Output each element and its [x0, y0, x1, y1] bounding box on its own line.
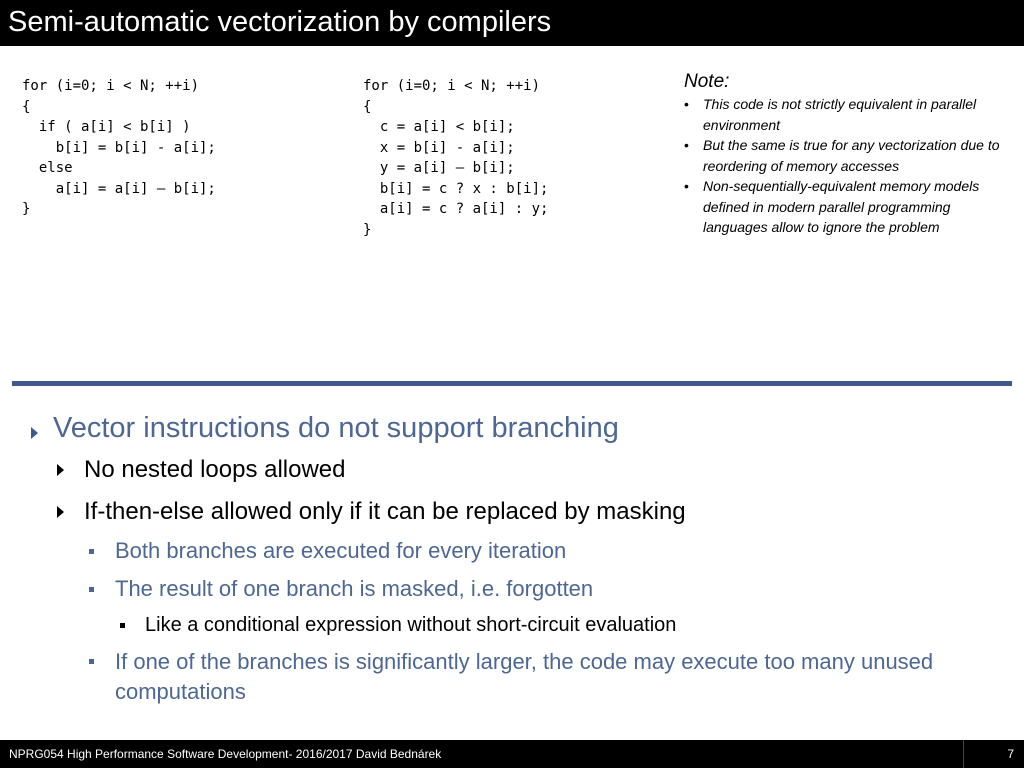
note-item-text: Non-sequentially-equivalent memory models defined in modern parallel programming languages allow to ignore the problem	[703, 178, 980, 235]
title-bar	[0, 0, 1024, 46]
page-number: 7	[1007, 747, 1014, 761]
code-line: y = a[i] – b[i];	[363, 160, 515, 176]
code-block-branching	[22, 76, 216, 220]
code-line: {	[363, 98, 372, 115]
code-line: {	[22, 98, 31, 115]
bullet-icon: •	[684, 178, 689, 194]
square-bullet-icon	[89, 587, 94, 592]
bullet-icon: •	[684, 96, 689, 112]
footer-text: NPRG054 High Performance Software Development- 2016/2017 David Bednárek	[9, 747, 442, 761]
section-divider	[12, 381, 1012, 386]
code-line: }	[363, 221, 372, 238]
square-bullet-icon	[89, 659, 94, 664]
note-box	[684, 70, 1004, 238]
note-item	[684, 94, 1004, 135]
bullet-level1: Vector instructions do not support branching	[53, 412, 619, 444]
code-line: c = a[i] < b[i];	[363, 119, 515, 135]
bullet-level4: Like a conditional expression without short-circuit evaluation	[145, 614, 677, 636]
code-line: a[i] = c ? a[i] : y;	[363, 201, 549, 217]
code-line: a[i] = a[i] – b[i];	[22, 180, 216, 197]
square-bullet-icon	[89, 549, 94, 554]
footer-bar	[0, 740, 1024, 768]
code-line: b[i] = c ? x : b[i];	[363, 180, 549, 197]
note-item-text: But the same is true for any vectorization due to reordering of memory accesses	[703, 137, 1000, 174]
code-line: x = b[i] - a[i];	[363, 139, 515, 156]
arrow-bullet-icon	[31, 427, 38, 439]
arrow-bullet-icon	[57, 506, 64, 518]
bullet-level2: If-then-else allowed only if it can be replaced by masking	[84, 498, 686, 525]
note-item-text: This code is not strictly equivalent in parallel environment	[703, 96, 977, 133]
bullet-level2: No nested loops allowed	[84, 456, 346, 483]
note-item	[684, 176, 1004, 238]
code-line: if ( a[i] < b[i] )	[22, 119, 191, 135]
code-line: }	[22, 201, 31, 217]
note-list	[684, 94, 1004, 238]
footer-divider	[963, 740, 964, 768]
bullet-level3: The result of one branch is masked, i.e. forgotten	[115, 576, 594, 601]
code-line: b[i] = b[i] - a[i];	[22, 139, 216, 156]
code-block-masked	[363, 76, 548, 240]
note-item	[684, 135, 1004, 176]
square-bullet-icon	[120, 623, 125, 628]
bullet-level3: If one of the branches is significantly larger, the code may execute too many unused computations	[115, 649, 934, 704]
note-heading: Note:	[684, 71, 730, 92]
code-line: for (i=0; i < N; ++i)	[363, 78, 541, 94]
slide-title: Semi-automatic vectorization by compilers	[8, 6, 552, 38]
code-line: for (i=0; i < N; ++i)	[22, 78, 200, 94]
bullet-level3: Both branches are executed for every iteration	[115, 538, 567, 563]
bullet-icon: •	[684, 137, 689, 153]
arrow-bullet-icon	[57, 464, 64, 476]
code-line: else	[22, 160, 73, 176]
